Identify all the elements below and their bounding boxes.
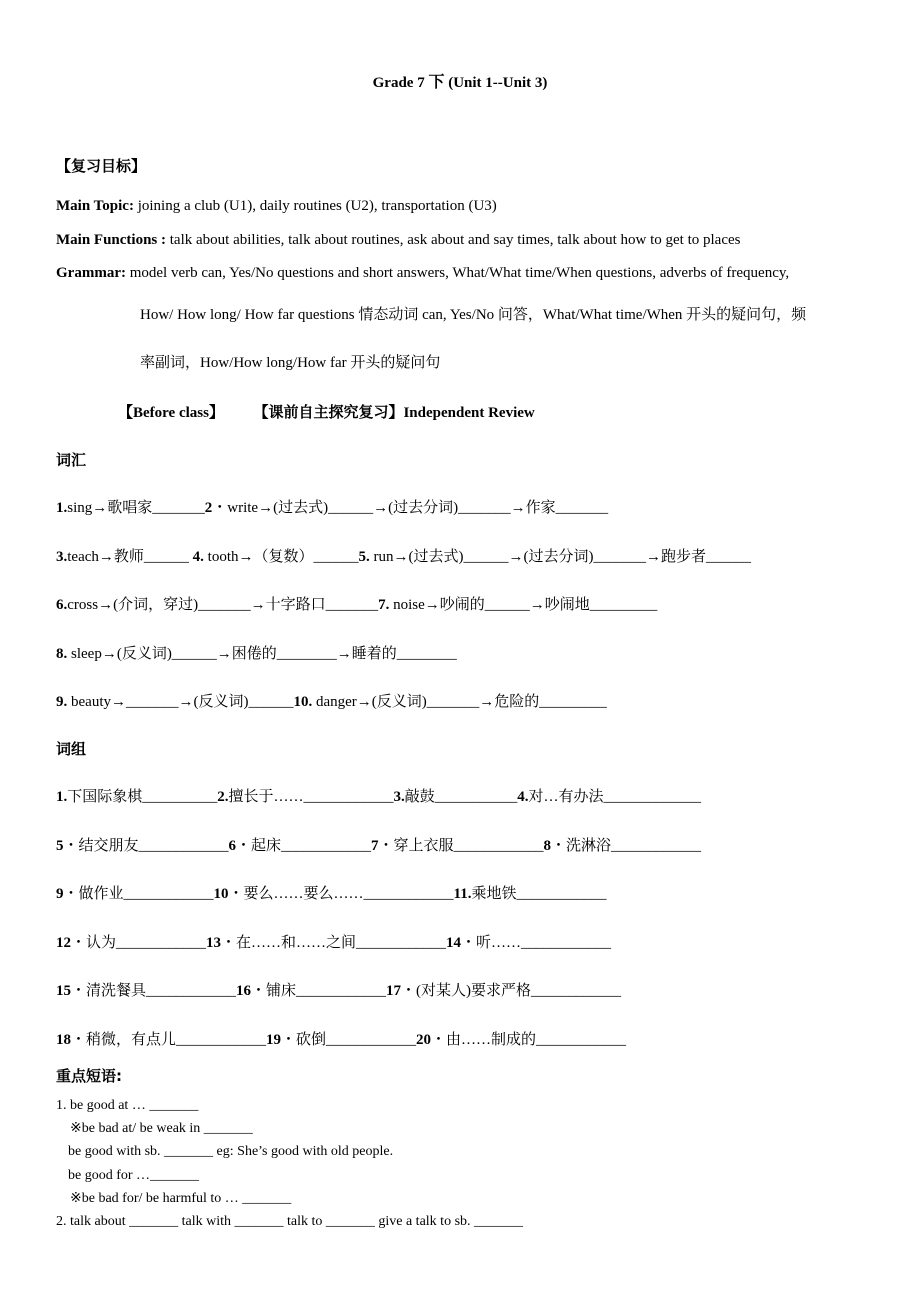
grammar-text: model verb can, Yes/No questions and short answers, What/What time/When questions, adverbs of frequency, — [125, 265, 790, 281]
vocab-number: 9. — [56, 694, 68, 710]
grammar-label: Grammar: — [56, 265, 126, 281]
phrase-line — [56, 933, 611, 953]
vocab-text: ・write→(过去式)______→(过去分词)_______→作家_______ — [212, 500, 609, 516]
phrase-text: 乘地铁____________ — [471, 886, 607, 902]
phrase-number: 2. — [217, 789, 229, 805]
before-class-label: 【Before class】 — [118, 405, 224, 421]
phrase-text: 敲鼓___________ — [404, 789, 518, 805]
grammar-line-2: How/ How long/ How far questions 情态动词 can, Yes/No 问答，What/What time/When 开头的疑问句，频 — [140, 307, 807, 323]
phrase-number: 17 — [386, 983, 402, 999]
phrase-line — [56, 884, 606, 904]
phrase-text: ・由……制成的____________ — [431, 1031, 627, 1048]
phrase-number: 7 — [371, 837, 379, 854]
phrase-number: 14 — [446, 934, 462, 951]
vocab-number: 10. — [293, 694, 313, 710]
main-functions-text: talk about abilities, talk about routines, ask about and say times, talk about how to get to places — [166, 232, 741, 248]
before-class-line — [118, 402, 535, 423]
phrase-number: 18 — [56, 1031, 71, 1048]
phrase-number: 19 — [266, 1031, 282, 1048]
vocab-number: 1. — [56, 500, 68, 516]
key-phrase-line: ※be bad at/ be weak in _______ — [70, 1121, 253, 1136]
phrase-number: 13 — [206, 934, 222, 951]
main-topic-text: joining a club (U1), daily routines (U2), transportation (U3) — [133, 198, 497, 214]
vocab-text: sing→歌唱家_______ — [67, 500, 205, 516]
vocab-text: cross→(介词，穿过)_______→十字路口_______ — [67, 597, 379, 613]
phrase-text: ・听……____________ — [461, 934, 612, 951]
main-functions-label: Main Functions : — [56, 232, 167, 248]
vocab-number: 3. — [56, 548, 68, 565]
vocab-number: 4. — [192, 548, 204, 565]
before-class-en-label: Independent Review — [403, 405, 535, 421]
phrase-number: 12 — [56, 934, 71, 951]
phrase-text: 对…有办法_____________ — [528, 789, 702, 805]
vocab-text: noise→吵闹的______→吵闹地_________ — [389, 597, 658, 613]
objectives-heading: 【复习目标】 — [56, 157, 147, 175]
phrase-text: ・做作业____________ — [63, 886, 214, 902]
phrases-heading: 词组 — [56, 740, 87, 758]
phrase-text: 擅长于……____________ — [228, 789, 394, 805]
key-phrase-line: 2. talk about _______ talk with _______ talk to _______ give a talk to sb. _______ — [56, 1214, 524, 1229]
phrase-text: 下国际象棋__________ — [67, 789, 218, 805]
phrase-line — [56, 981, 621, 1001]
phrase-number: 15 — [56, 983, 71, 999]
vocab-line — [56, 692, 607, 712]
phrase-number: 8 — [543, 837, 552, 854]
phrase-text: ・起床____________ — [236, 837, 372, 854]
vocab-line — [56, 547, 751, 567]
phrase-text: ・要么……要么……____________ — [228, 886, 454, 902]
vocab-text: sleep→(反义词)______→困倦的________→睡着的________ — [67, 645, 457, 662]
vocab-number: 7. — [378, 597, 390, 613]
vocab-line — [56, 644, 457, 664]
vocab-number: 8. — [56, 645, 68, 662]
phrase-number: 11. — [453, 886, 472, 902]
title-suffix: (Unit 1--Unit 3) — [444, 75, 548, 91]
page-title — [0, 72, 920, 93]
key-phrase-line: 1. be good at … _______ — [56, 1098, 199, 1113]
phrase-text: ・认为____________ — [71, 934, 207, 951]
main-topic-line — [56, 196, 497, 216]
phrase-text: ・(对某人)要求严格____________ — [401, 983, 622, 999]
vocab-text: tooth→（复数）______ — [203, 548, 359, 565]
phrase-text: ・穿上衣服____________ — [378, 837, 544, 854]
main-functions-line — [56, 230, 740, 250]
phrase-number: 6 — [228, 837, 237, 854]
vocab-number: 5. — [358, 548, 370, 565]
vocab-line — [56, 595, 657, 615]
phrase-line — [56, 836, 701, 856]
grammar-line-3: 率副词，How/How long/How far 开头的疑问句 — [140, 355, 441, 371]
phrase-number: 10 — [213, 886, 229, 902]
phrase-number: 9 — [56, 886, 64, 902]
phrase-text: ・结交朋友____________ — [63, 837, 229, 854]
phrase-text: ・砍倒____________ — [281, 1031, 417, 1048]
phrase-text: ・洗淋浴____________ — [551, 837, 702, 854]
key-phrase-line: ※be bad for/ be harmful to … _______ — [70, 1191, 292, 1206]
before-class-cn-label: 【课前自主探究复习】 — [253, 403, 404, 421]
grammar-line — [56, 263, 789, 283]
vocab-text: teach→教师______ — [67, 548, 193, 565]
phrase-number: 4. — [517, 789, 529, 805]
phrase-number: 1. — [56, 789, 68, 805]
phrase-number: 16 — [236, 983, 252, 999]
key-phrase-line: be good with sb. _______ eg: She’s good with old people. — [68, 1144, 394, 1159]
phrase-text: ・铺床____________ — [251, 983, 387, 999]
vocab-text: danger→(反义词)_______→危险的_________ — [312, 694, 607, 710]
phrase-line — [56, 787, 701, 807]
main-topic-label: Main Topic: — [56, 198, 134, 214]
phrase-number: 5 — [56, 837, 64, 854]
title-prefix: Grade 7 — [372, 75, 429, 91]
vocab-number: 2 — [204, 500, 213, 516]
phrase-text: ・在……和……之间____________ — [221, 934, 447, 951]
phrase-number: 3. — [393, 789, 405, 805]
phrase-line — [56, 1030, 626, 1050]
title-cn: 下 — [428, 72, 445, 91]
key-phrases-heading: 重点短语: — [56, 1067, 122, 1085]
phrase-text: ・清洗餐具____________ — [71, 983, 237, 999]
vocab-text: beauty→_______→(反义词)______ — [67, 694, 294, 710]
vocab-line — [56, 498, 608, 518]
key-phrase-line: be good for …_______ — [68, 1168, 200, 1183]
phrase-text: ・稍微，有点儿____________ — [71, 1031, 267, 1048]
vocab-heading: 词汇 — [56, 451, 87, 469]
vocab-number: 6. — [56, 597, 68, 613]
vocab-text: run→(过去式)______→(过去分词)_______→跑步者______ — [369, 548, 751, 565]
phrase-number: 20 — [416, 1031, 432, 1048]
